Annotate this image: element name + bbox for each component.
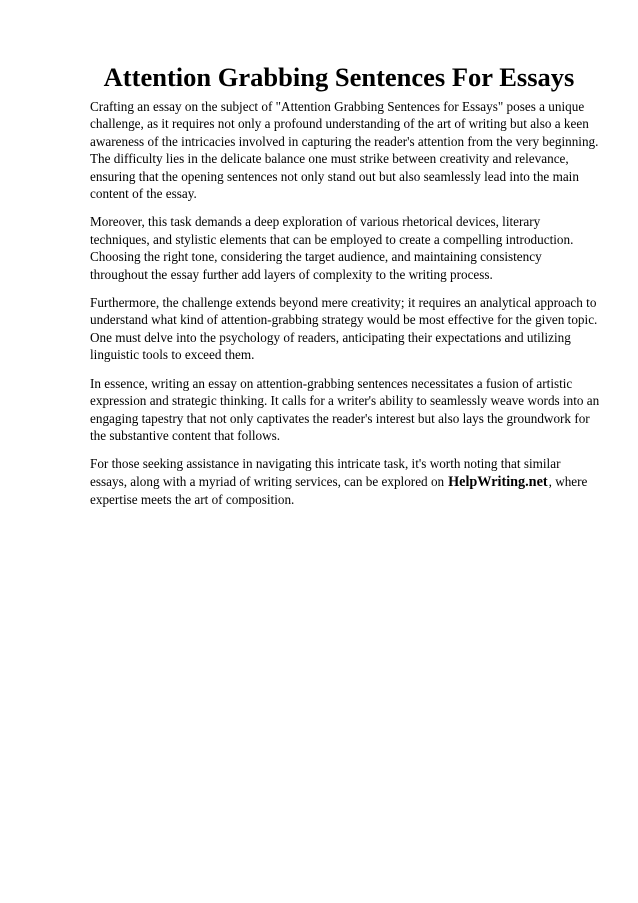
closing-text-after-link: , where expertise meets the art of composition. <box>90 473 588 508</box>
helpwriting-link[interactable]: HelpWriting.net <box>448 473 548 490</box>
paragraph-rhetorical-devices: Moreover, this task demands a deep exploration of various rhetorical devices, literary techniques, and stylistic elements that can be employed to create a compelling introduction. Choosing the right tone, considering the target audience, and maintaining consistency throughout the essay further add layers of complexity to the writing process. <box>90 214 574 282</box>
document-title: Attention Grabbing Sentences For Essays <box>103 62 575 92</box>
paragraph-analytical-approach: Furthermore, the challenge extends beyond mere creativity; it requires an analytical approach to understand what kind of attention-grabbing strategy would be most effective for the given topic. One must delve into the psychology of readers, anticipating their expectations and utilizing linguistic tools to exceed them. <box>90 295 598 363</box>
closing-text-before-link: For those seeking assistance in navigating this intricate task, it's worth noting that similar essays, along with a myriad of writing services, can be explored on <box>90 456 561 489</box>
paragraph-closing <box>90 455 600 508</box>
document-body <box>90 98 600 520</box>
paragraph-essence: In essence, writing an essay on attention-grabbing sentences necessitates a fusion of artistic expression and strategic thinking. It calls for a writer's ability to seamlessly weave words into an engaging tapestry that not only captivates the reader's interest but also lays the groundwork for the substantive content that follows. <box>90 375 600 443</box>
paragraph-intro: Crafting an essay on the subject of "Attention Grabbing Sentences for Essays" poses a unique challenge, as it requires not only a profound understanding of the art of writing but also a keen awareness of the intricacies involved in capturing the reader's attention from the very beginning. The difficulty lies in the delicate balance one must strike between creativity and relevance, ensuring that the opening sentences not only stand out but also seamlessly lead into the main content of the essay. <box>90 99 599 202</box>
